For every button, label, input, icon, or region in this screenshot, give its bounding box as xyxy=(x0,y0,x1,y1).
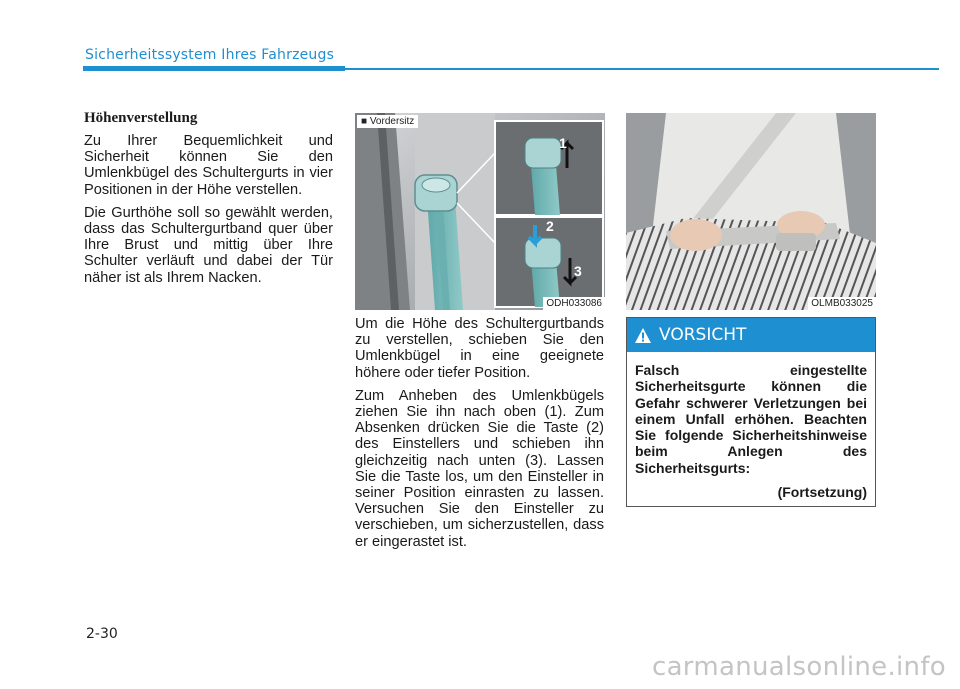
seated-person-belt-photo xyxy=(626,113,876,310)
caution-header xyxy=(627,318,875,352)
page-number: 2-30 xyxy=(86,626,118,642)
figure-code: OLMB033025 xyxy=(808,297,876,310)
seated-person-drawing xyxy=(626,113,876,310)
left-column xyxy=(84,110,333,293)
callout-3: 3 xyxy=(574,263,582,279)
callout-2: 2 xyxy=(546,218,554,234)
warning-triangle-icon xyxy=(635,328,651,343)
section-heading: Höhenverstellung xyxy=(84,110,198,126)
caution-title: VORSICHT xyxy=(659,325,747,345)
seatbelt-adjuster-illustration xyxy=(355,113,605,310)
continued-label: (Fortsetzung) xyxy=(777,484,867,501)
middle-paragraph-2: Zum Anheben des Umlenkbügels ziehen Sie ihn nach oben (1). Zum Absenken drücken Sie die Taste (2) des Einstellers und schieben ihn gleichzeitig nach unten (3). Lassen Sie die Taste los, um den Einsteller in seiner Position einrasten zu lassen. Versuchen Sie den Einsteller zu verschieben, um sicherzustellen, dass er eingerastet ist. xyxy=(355,387,604,550)
middle-column xyxy=(355,316,604,557)
left-paragraph-1: Zu Ihrer Bequemlichkeit und Sicherheit können Sie den Umlenkbügel des Schultergurts in vier Positionen in der Höhe verstellen. xyxy=(84,133,333,198)
callout-1: 1 xyxy=(559,135,567,151)
figure-tag-front-seat: ■ Vordersitz xyxy=(357,115,418,128)
caution-box xyxy=(626,317,876,507)
seatbelt-adjuster-drawing xyxy=(355,113,605,310)
header-accent-bar xyxy=(83,66,345,71)
caution-text: Falsch eingestellte Sicherheitsgurte können die Gefahr schwerer Verletzungen bei einem Unfall erhöhen. Beachten Sie folgende Sicherheitshinweise beim Anlegen des Sicherheitsgurts: xyxy=(635,362,867,476)
middle-paragraph-1: Um die Höhe des Schultergurtbands zu verstellen, schieben Sie den Umlenkbügel in eine geeignete höhere oder tiefer Position. xyxy=(355,316,604,381)
header-rule xyxy=(345,68,939,70)
watermark: carmanualsonline.info xyxy=(651,652,946,682)
section-header-title: Sicherheitssystem Ihres Fahrzeugs xyxy=(85,47,335,63)
figure-code: ODH033086 xyxy=(543,297,605,310)
left-paragraph-2: Die Gurthöhe soll so gewählt werden, dass das Schultergurtband quer über Ihre Brust und mittig über Ihre Schulter verläuft und dabei der Tür näher ist als Ihrem Nacken. xyxy=(84,204,333,286)
